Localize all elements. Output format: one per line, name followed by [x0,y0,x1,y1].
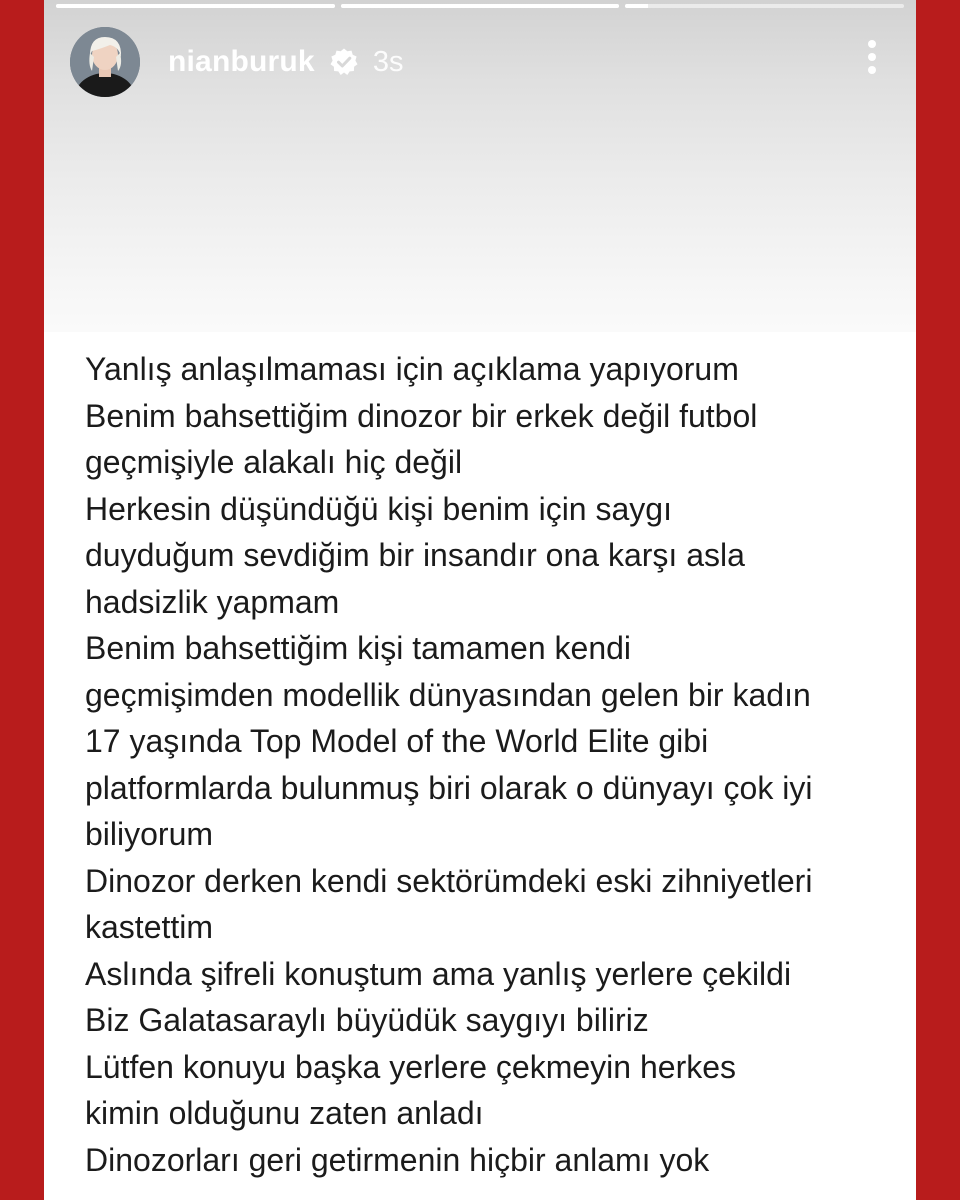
progress-segment [56,4,335,8]
progress-segment [625,4,904,8]
text-line: 17 yaşında Top Model of the World Elite gibi [85,723,709,759]
text-line: kimin olduğunu zaten anladı [85,1095,484,1131]
progress-segment [341,4,620,8]
text-line: geçmişimden modellik dünyasından gelen bir kadın [85,676,811,713]
text-line: platformlarda bulunmuş biri olarak o dünyayı çok iyi [85,769,813,806]
text-line: Biz Galatasaraylı büyüdük saygıyı biliriz [85,1002,649,1038]
story-viewer[interactable] [44,0,916,1200]
text-line: kastettim [85,909,214,945]
story-text [85,346,905,1183]
story-timestamp: 3s [372,45,404,78]
text-line: Benim bahsettiğim dinozor bir erkek değil futbol [85,397,758,434]
text-line: Dinozorları geri getirmenin hiçbir anlamı yok [85,1141,710,1178]
text-line: hadsizlik yapmam [85,583,340,620]
progress-fill [341,4,620,8]
text-line: Dinozor derken kendi sektörümdeki eski zihniyetleri [85,862,813,899]
text-line: Yanlış anlaşılmaması için açıklama yapıyorum [85,351,739,387]
story-header [70,26,890,98]
progress-fill [625,4,647,8]
text-line: Benim bahsettiğim kişi tamamen kendi [85,630,632,666]
story-progress-bar [56,4,904,8]
text-line: geçmişiyle alakalı hiç değil [85,444,463,480]
verified-badge-icon [329,47,359,77]
text-line: Aslında şifreli konuştum ama yanlış yerlere çekildi [85,955,792,992]
text-line: biliyorum [85,816,214,852]
progress-fill [56,4,335,8]
more-options-icon[interactable] [864,40,880,84]
text-line: Lütfen konuyu başka yerlere çekmeyin herkes [85,1048,737,1085]
username[interactable]: nianburuk [168,45,315,78]
avatar[interactable] [70,27,140,97]
text-line: duyduğum sevdiğim bir insandır ona karşı asla [85,537,745,573]
text-line: Herkesin düşündüğü kişi benim için saygı [85,490,672,527]
